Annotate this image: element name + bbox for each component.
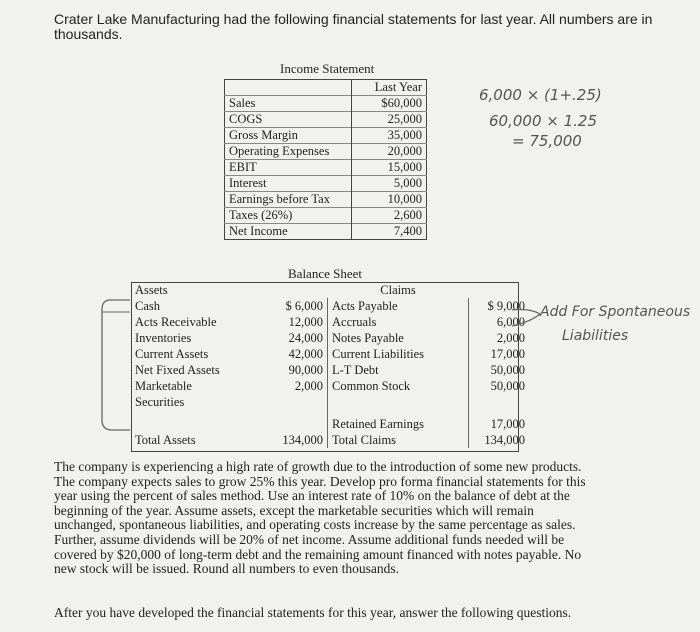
income-row bbox=[225, 192, 427, 208]
balance-asset-value: 24,000 bbox=[267, 330, 328, 346]
balance-row bbox=[131, 378, 529, 394]
balance-claim-value: 134,000 bbox=[469, 432, 530, 448]
income-row-label: Earnings before Tax bbox=[225, 192, 352, 208]
balance-sheet-title: Balance Sheet bbox=[288, 266, 362, 281]
balance-claim-value: 6,000 bbox=[469, 314, 530, 330]
balance-claim-label: Current Liabilities bbox=[332, 346, 424, 361]
income-row-label: Interest bbox=[225, 176, 352, 192]
balance-asset-label: Net Fixed Assets bbox=[135, 362, 220, 377]
balance-claim-value: 17,000 bbox=[469, 346, 530, 362]
income-row bbox=[225, 208, 427, 224]
claims-header: Claims bbox=[380, 282, 416, 297]
income-row-label: Sales bbox=[225, 96, 352, 112]
balance-row bbox=[131, 346, 529, 362]
balance-asset-label: Inventories bbox=[135, 330, 192, 345]
balance-asset-value: 134,000 bbox=[267, 432, 328, 448]
income-row-label: Net Income bbox=[225, 224, 352, 240]
balance-claim-label: Common Stock bbox=[332, 378, 411, 393]
balance-asset-label: Marketable bbox=[135, 378, 192, 393]
balance-claim-value: 17,000 bbox=[469, 410, 530, 432]
income-statement-table bbox=[224, 79, 427, 240]
handwritten-calc-line3: = 75,000 bbox=[512, 132, 582, 150]
balance-row bbox=[131, 432, 529, 448]
handwritten-calc-line1: 6,000 × (1+.25) bbox=[479, 86, 602, 104]
handwritten-note-line1: Add For Spontaneous bbox=[540, 304, 691, 320]
problem-paragraph: The company is experiencing a high rate of growth due to the introduction of some new products. The company expects sales to grow 25% this year. Develop pro forma financial statements for this year using the percent of sales method. Use an interest rate of 10% on the balance of debt at the beginning of the year. Assume assets, except the marketable securities which will remain unchanged, spontaneous liabilities, and operating costs increase by the same percentage as sales. Further, assume dividends will be 20% of net income. Assume additional funds needed will be covered by $20,000 of long-term debt and the remaining amount financed with notes payable. No new stock will be issued. Round all numbers to even thousands. bbox=[54, 459, 586, 577]
income-row-value: 20,000 bbox=[352, 144, 427, 160]
income-row-value: 5,000 bbox=[352, 176, 427, 192]
income-row-value: 35,000 bbox=[352, 128, 427, 144]
balance-claim-value: 50,000 bbox=[469, 362, 530, 378]
balance-claim-value: $ 9,000 bbox=[469, 298, 530, 314]
handwritten-bracket bbox=[94, 296, 134, 436]
income-statement-title: Income Statement bbox=[280, 61, 375, 76]
balance-claim-value bbox=[469, 394, 530, 410]
income-row-label: EBIT bbox=[225, 160, 352, 176]
income-row-value: 2,600 bbox=[352, 208, 427, 224]
income-row-value: 10,000 bbox=[352, 192, 427, 208]
balance-claim-label: Total Claims bbox=[332, 432, 397, 447]
income-row bbox=[225, 144, 427, 160]
balance-claim-value: 50,000 bbox=[469, 378, 530, 394]
balance-claim-label bbox=[328, 394, 469, 410]
balance-claim-value: 2,000 bbox=[469, 330, 530, 346]
handwritten-note-line2: Liabilities bbox=[562, 328, 629, 344]
balance-row bbox=[131, 410, 529, 432]
income-header-blank bbox=[225, 80, 352, 96]
balance-asset-value: 12,000 bbox=[267, 314, 328, 330]
income-column-header: Last Year bbox=[374, 80, 422, 94]
income-row-value: 25,000 bbox=[352, 112, 427, 128]
income-row-label: Gross Margin bbox=[225, 128, 352, 144]
income-row-label: Operating Expenses bbox=[225, 144, 352, 160]
assets-header: Assets bbox=[135, 282, 168, 297]
intro-text: Crater Lake Manufacturing had the following financial statements for last year. All numbers are in thousands. bbox=[54, 11, 653, 42]
income-row-value: $60,000 bbox=[352, 96, 427, 112]
balance-asset-label: Total Assets bbox=[135, 432, 196, 447]
balance-row bbox=[131, 362, 529, 378]
balance-asset-value: 90,000 bbox=[267, 362, 328, 378]
balance-asset-value: 42,000 bbox=[267, 346, 328, 362]
income-row-value: 15,000 bbox=[352, 160, 427, 176]
handwritten-calc-line2: 60,000 × 1.25 bbox=[489, 112, 597, 130]
income-row-label: COGS bbox=[225, 112, 352, 128]
income-row bbox=[225, 112, 427, 128]
closing-sentence: After you have developed the financial statements for this year, answer the following questions. bbox=[54, 605, 572, 620]
income-row bbox=[225, 176, 427, 192]
balance-asset-label: Securities bbox=[135, 394, 185, 409]
income-row-value: 7,400 bbox=[352, 224, 427, 240]
income-row-label: Taxes (26%) bbox=[225, 208, 352, 224]
balance-asset-label: Cash bbox=[135, 298, 160, 313]
balance-asset-label bbox=[131, 410, 267, 432]
balance-row bbox=[131, 330, 529, 346]
balance-claim-label: Acts Payable bbox=[332, 298, 398, 313]
income-row bbox=[225, 160, 427, 176]
balance-sheet-table bbox=[131, 282, 529, 448]
balance-claim-label: Accruals bbox=[332, 314, 377, 329]
balance-asset-value bbox=[267, 410, 328, 432]
balance-row bbox=[131, 394, 529, 410]
balance-asset-value: 2,000 bbox=[267, 378, 328, 394]
balance-asset-value: $ 6,000 bbox=[267, 298, 328, 314]
balance-claim-label: L-T Debt bbox=[332, 362, 379, 377]
income-row bbox=[225, 96, 427, 112]
balance-row bbox=[131, 298, 529, 314]
balance-asset-label: Acts Receivable bbox=[135, 314, 217, 329]
income-row bbox=[225, 224, 427, 240]
balance-claim-label: Retained Earnings bbox=[332, 417, 424, 431]
balance-claim-label: Notes Payable bbox=[332, 330, 404, 345]
balance-row bbox=[131, 314, 529, 330]
balance-asset-value bbox=[267, 394, 328, 410]
balance-asset-label: Current Assets bbox=[135, 346, 209, 361]
income-row bbox=[225, 128, 427, 144]
